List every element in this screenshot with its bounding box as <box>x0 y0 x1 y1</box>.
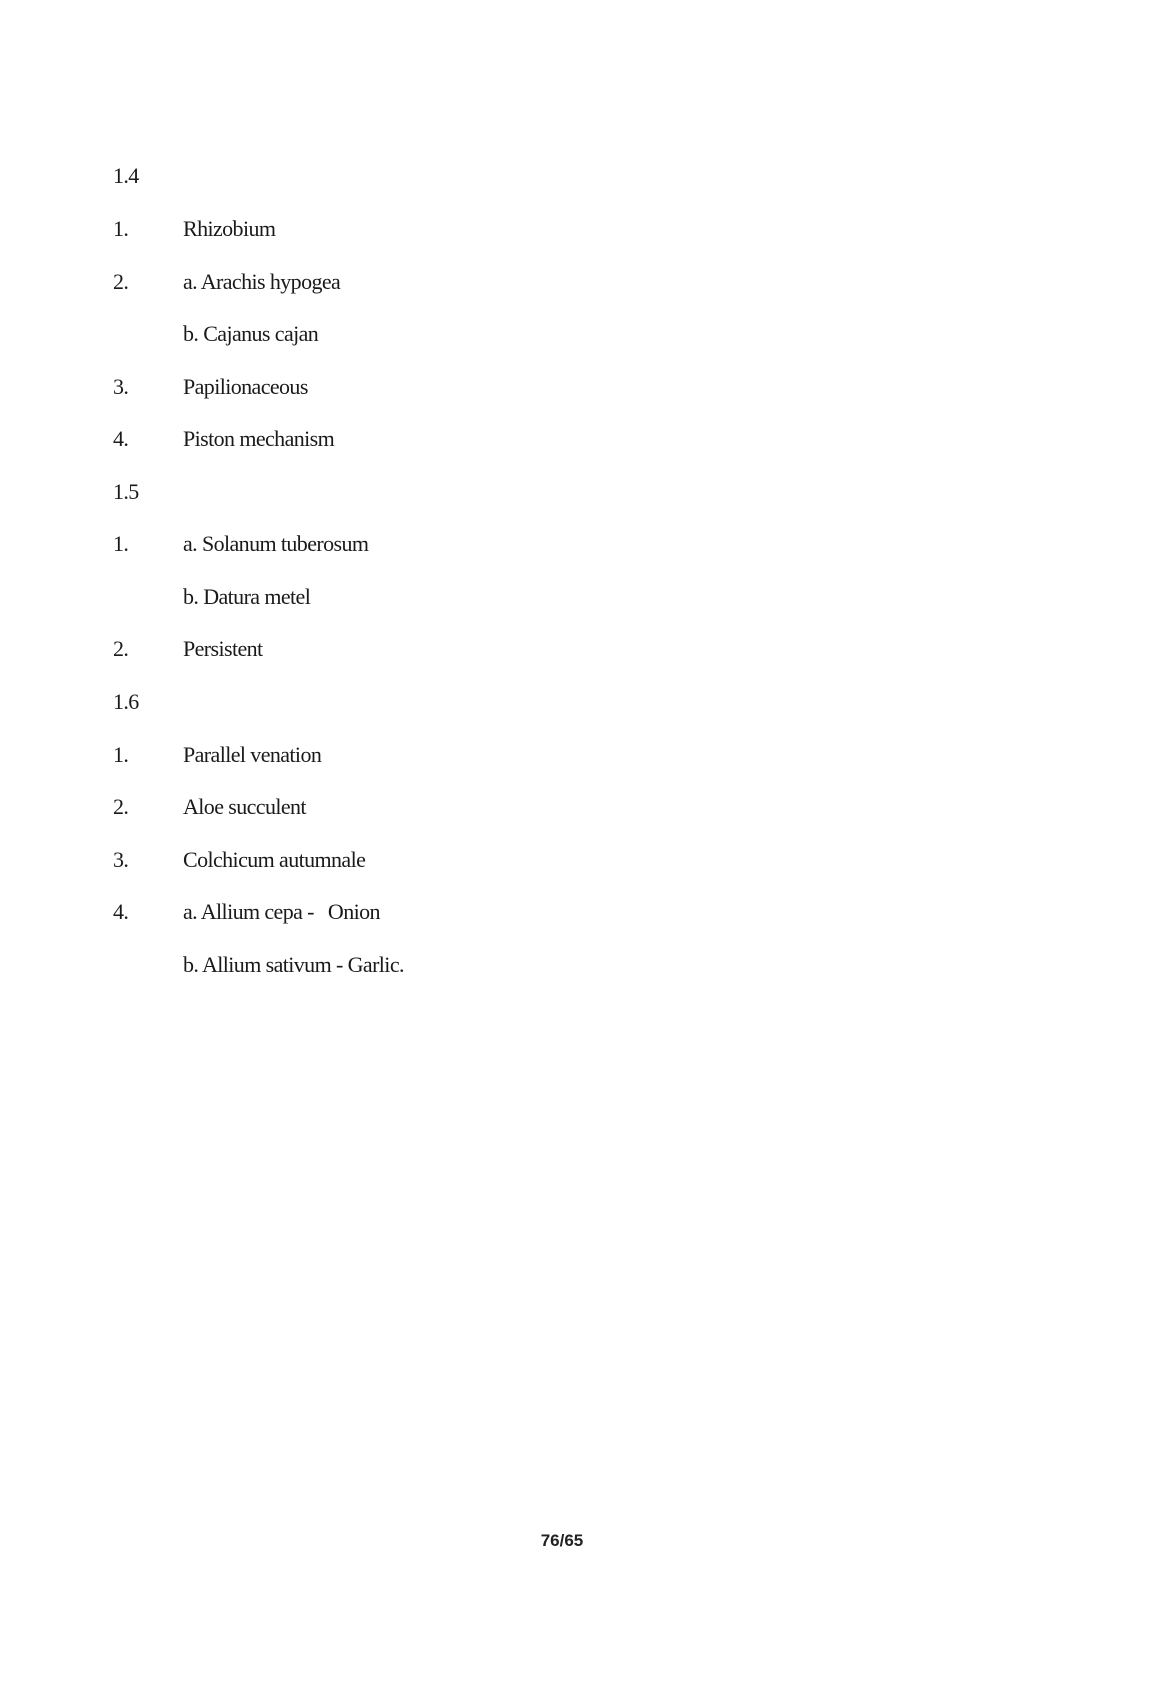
item-text: b. Datura metel <box>183 584 311 609</box>
section-number: 1.6 <box>113 689 139 714</box>
item-text: Parallel venation <box>183 742 322 767</box>
item-text: Persistent <box>183 636 263 661</box>
item-text: a. Solanum tuberosum <box>183 531 369 556</box>
item-text: Papilionaceous <box>183 374 308 399</box>
item-text: a. Arachis hypogea <box>183 269 341 294</box>
item-text: Colchicum autumnale <box>183 847 366 872</box>
item-number: 2. <box>113 269 129 294</box>
item-text: Piston mechanism <box>183 426 335 451</box>
item-text: b. Allium sativum - Garlic. <box>183 952 404 977</box>
item-number: 1. <box>113 531 129 556</box>
item-number: 3. <box>113 847 129 872</box>
item-text-part-b: Onion <box>327 899 380 924</box>
item-text: Rhizobium <box>183 216 276 241</box>
section-number: 1.4 <box>113 163 139 188</box>
page-number: 76/65 <box>540 1531 584 1550</box>
item-number: 1. <box>113 742 129 767</box>
item-number: 2. <box>113 636 129 661</box>
item-number: 2. <box>113 794 129 819</box>
item-text-part-a: a. Allium cepa - <box>183 899 314 924</box>
item-number: 4. <box>113 426 129 451</box>
item-text: b. Cajanus cajan <box>183 321 319 346</box>
item-text: Aloe succulent <box>183 794 306 819</box>
item-number: 3. <box>113 374 129 399</box>
item-number: 1. <box>113 216 129 241</box>
item-number: 4. <box>113 899 129 924</box>
item-text-compound <box>183 897 380 927</box>
section-number: 1.5 <box>113 479 139 504</box>
